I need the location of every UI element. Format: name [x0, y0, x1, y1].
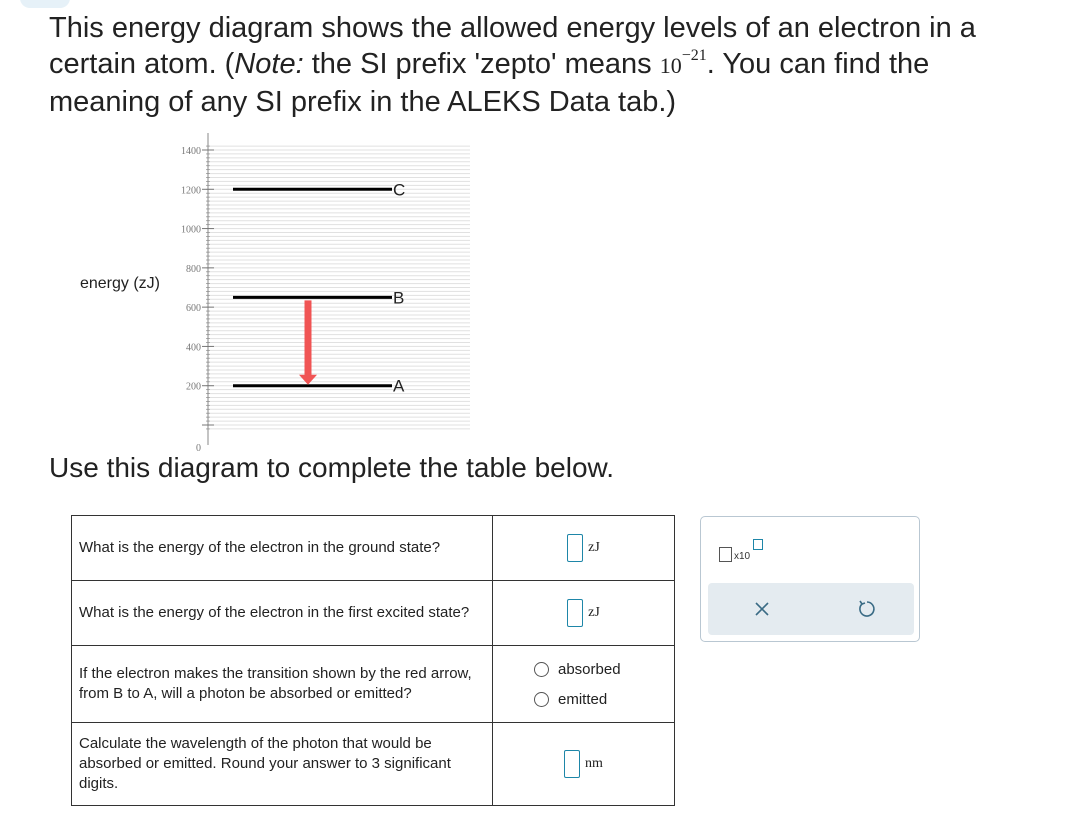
toolbox-actions [708, 583, 914, 635]
y-axis-label: energy (zJ) [79, 275, 160, 292]
radio-circle-icon[interactable] [534, 692, 549, 707]
ground-state-energy-input[interactable] [567, 534, 583, 562]
y-tick-label: 1200 [181, 185, 201, 197]
radio-label: absorbed [558, 660, 621, 678]
question-table [71, 515, 675, 806]
question-cell: What is the energy of the electron in the ground state? [72, 516, 493, 581]
scientific-notation-button[interactable] [719, 539, 764, 565]
transition-arrow-head [299, 375, 317, 385]
reset-icon[interactable] [856, 599, 876, 619]
answer-cell [493, 516, 675, 581]
question-cell: Calculate the wavelength of the photon that would be absorbed or emitted. Round your answer to 3 significant digits. [72, 723, 493, 806]
wavelength-input[interactable] [564, 750, 580, 778]
radio-label: emitted [558, 690, 608, 708]
first-excited-energy-input[interactable] [567, 599, 583, 627]
unit-label: nm [585, 756, 603, 771]
note-label: Note: [234, 48, 304, 80]
level-label-B: B [393, 288, 405, 308]
table-row [72, 723, 675, 806]
intro-line-2 [49, 46, 1059, 84]
intro-text: certain atom. ( [49, 48, 235, 80]
y-tick-label: 800 [186, 263, 201, 275]
exponent-box-icon [753, 539, 763, 550]
answer-cell [493, 646, 675, 723]
mantissa-box-icon [719, 547, 732, 562]
answer-cell [493, 581, 675, 646]
question-cell: What is the energy of the electron in the first excited state? [72, 581, 493, 646]
power-base: 10 [659, 53, 682, 78]
x10-label: x10 [734, 551, 751, 562]
y-tick-label: 1400 [181, 146, 201, 157]
y-tick-label: 400 [186, 342, 201, 354]
answer-toolbox [700, 516, 920, 642]
intro-text: . You can find the [706, 48, 930, 80]
intro-line-1: This energy diagram shows the allowed energy levels of an electron in a [49, 12, 976, 44]
question-intro [49, 10, 1059, 120]
unit-label: zJ [588, 540, 600, 555]
y-tick-label: 200 [186, 381, 201, 393]
y-tick-label: 1000 [181, 224, 201, 236]
level-label-C: C [393, 180, 406, 200]
radio-emitted[interactable] [534, 684, 667, 714]
intro-text: the SI prefix 'zepto' means [303, 48, 660, 80]
radio-circle-icon[interactable] [534, 662, 549, 677]
intro-line-3: meaning of any SI prefix in the ALEKS Data tab.) [49, 86, 677, 118]
power-exponent: −21 [681, 47, 707, 64]
table-row [72, 516, 675, 581]
radio-absorbed[interactable] [534, 654, 667, 684]
table-row [72, 646, 675, 723]
answer-cell [493, 723, 675, 806]
energy-axis [181, 133, 214, 454]
y-tick-label: 600 [186, 303, 201, 315]
question-cell: If the electron makes the transition shown by the red arrow, from B to A, will a photon be absorbed or emitted? [72, 646, 493, 723]
y-tick-label: 0 [196, 443, 201, 454]
level-label-A: A [393, 376, 405, 396]
unit-label: zJ [588, 605, 600, 620]
table-row [72, 581, 675, 646]
energy-diagram [0, 125, 480, 454]
top-tab-stub [20, 0, 70, 8]
instruction-text: Use this diagram to complete the table below. [49, 452, 614, 483]
close-icon[interactable] [753, 600, 771, 618]
